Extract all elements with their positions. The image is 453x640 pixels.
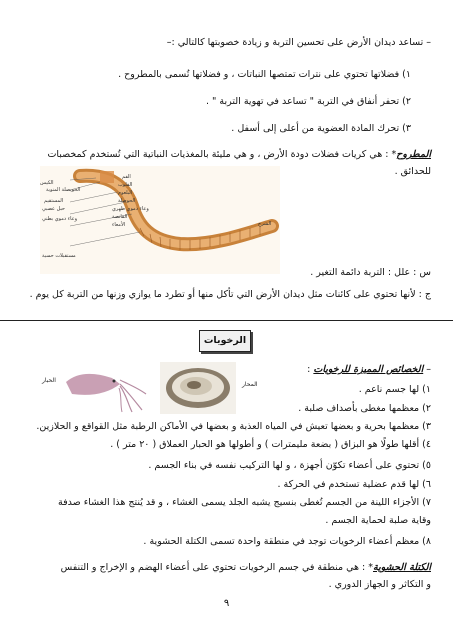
oyster-label: المحار	[242, 381, 258, 388]
section-divider	[0, 320, 453, 321]
worm-label: وعاء دموي بطني	[42, 216, 78, 222]
visceral-def-cont: و التكاثر و الجهاز الدوري .	[328, 579, 431, 590]
list-item: ٣) معظمها بحرية و بعضها تعيش في المياه العذبة و بعضها في الأماكن الرطبة مثل القواقع و الحلازين.	[36, 421, 431, 432]
matrouh-def-cont: للحدائق .	[394, 166, 431, 177]
worm-label: الحوصلة	[118, 198, 136, 204]
worm-label: المستقيم	[44, 198, 64, 204]
visceral-term: الكتلة الحشوية	[373, 562, 431, 573]
list-item: ٥) تحتوي على أعضاء تكوّن أجهزة ، و لها التركيب نفسه في بناء الجسم .	[148, 460, 431, 471]
squid-label: الحبار	[42, 377, 56, 384]
list-item: ٨) معظم أعضاء الرخويات توجد في منطقة واحدة تسمى الكتلة الحشوية .	[143, 536, 431, 547]
features-heading-colon: :	[307, 364, 311, 375]
worm-label: مستقبلات حسية	[42, 253, 76, 259]
features-heading: – الخصائص المميزة للرخويات :	[307, 364, 431, 375]
oyster-image	[160, 362, 236, 414]
worm-label: الحويصلة المنوية	[46, 187, 81, 193]
worm-label: الكيس	[40, 180, 54, 186]
worm-label: البلعوم	[118, 190, 133, 196]
list-item: ٢) تحفر أنفاق في التربة " تساعد في تهوية التربة " .	[206, 96, 411, 107]
intro-text: – تساعد ديدان الأرض على تحسين التربة و زيادة خصوبتها كالتالي :–	[166, 37, 431, 48]
section-title: الرخويات	[199, 330, 251, 352]
list-item-cont: وقاية صلبة لحماية الجسم .	[325, 515, 431, 526]
list-item: ٧) الأجزاء اللينة من الجسم تُغطى بنسيج يشبه الجلد يسمى الغشاء ، و قد يُنتج هذا الغشاء صدفة	[58, 497, 431, 508]
question-text: س : علل : التربة دائمة التغير .	[310, 267, 431, 278]
answer-text: ج : لأنها تحتوي على كائنات مثل ديدان الأرض التي تأكل منها أو تطرد ما يوازي وزنها من التربة كل يوم .	[29, 289, 431, 300]
squid-image	[62, 364, 148, 414]
list-item: ١) فضلاتها تحتوي على نترات تمتصها النباتات ، و فضلاتها تُسمى بالمطروح .	[118, 69, 411, 80]
page-number: ٩	[223, 598, 230, 609]
worm-label: وعاء دموي ظهري	[112, 206, 149, 212]
visceral-definition	[61, 561, 431, 574]
list-item: ١) لها جسم ناعم .	[358, 384, 431, 395]
matrouh-term: المطروح	[396, 149, 431, 160]
worm-label: الفم	[122, 174, 131, 180]
visceral-def-text: * : هي منطقة في جسم الرخويات تحتوي على أعضاء الهضم و الإخراج و التنفس	[60, 562, 374, 573]
worm-label: الأمعاء	[112, 222, 126, 228]
worm-label: الشرج	[258, 221, 272, 227]
list-item: ٤) أقلها طولًا هو البزاق ( بضعة مليمترات ) و أطولها هو الحبار العملاق ( ٢٠ متر ) .	[110, 439, 431, 450]
worm-label: حبل عصبي	[42, 206, 65, 212]
list-item: ٣) تحرك المادة العضوية من أعلى إلى أسفل .	[231, 123, 411, 134]
list-item: ٦) لها قدم عضلية تستخدم في الحركة .	[277, 479, 431, 490]
worm-label: القلوب	[118, 182, 133, 188]
matrouh-def-text: * : هي كريات فضلات دودة الأرض ، و هي مليئة بالمغذيات النباتية التي تُستخدم كمخصبات	[47, 149, 397, 160]
worm-label: القانصة	[112, 214, 128, 220]
matrouh-definition	[47, 148, 431, 161]
list-item: ٢) معظمها مغطى بأصداف صلبة .	[298, 403, 431, 414]
features-heading-text: الخصائص المميزة للرخويات	[313, 364, 424, 375]
